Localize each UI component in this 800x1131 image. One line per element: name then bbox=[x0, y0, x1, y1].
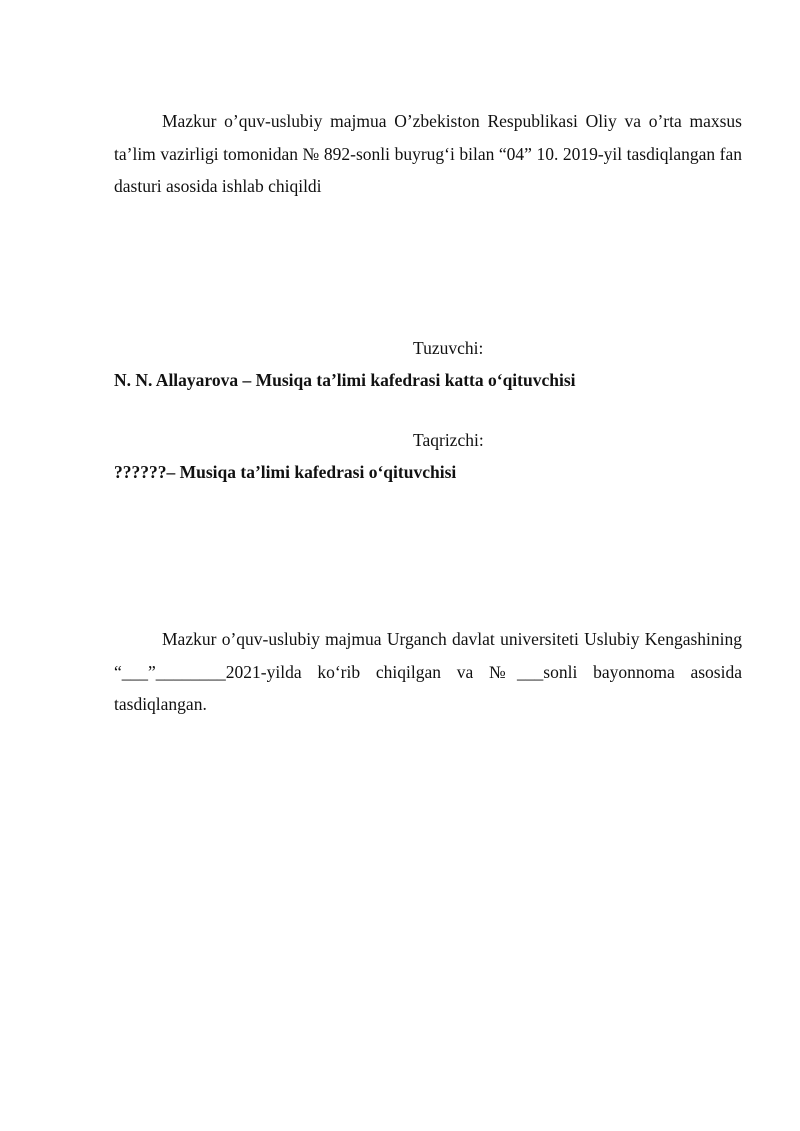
intro-paragraph: Mazkur o’quv-uslubiy majmua O’zbekiston Respublikasi Oliy va o’rta maxsus ta’lim vazirligi tomonidan № 892-sonli buyrug‘i bilan “04” 10. 2019-yil tasdiqlangan fan dasturi asosida ishlab chiqildi bbox=[114, 111, 742, 196]
approval-paragraph: Mazkur o’quv-uslubiy majmua Urganch davlat universiteti Uslubiy Kengashining “___”________2021-yilda ko‘rib chiqilgan va №___sonli bayonnoma asosida tasdiqlangan. bbox=[114, 629, 742, 714]
reviewer-name: ??????– Musiqa ta’limi kafedrasi o‘qituvchisi bbox=[114, 462, 457, 482]
reviewer-label: Taqrizchi: bbox=[413, 430, 484, 450]
compiler-label: Tuzuvchi: bbox=[413, 338, 484, 358]
compiler-name: N. N. Allayarova – Musiqa ta’limi kafedrasi katta o‘qituvchisi bbox=[114, 370, 576, 390]
